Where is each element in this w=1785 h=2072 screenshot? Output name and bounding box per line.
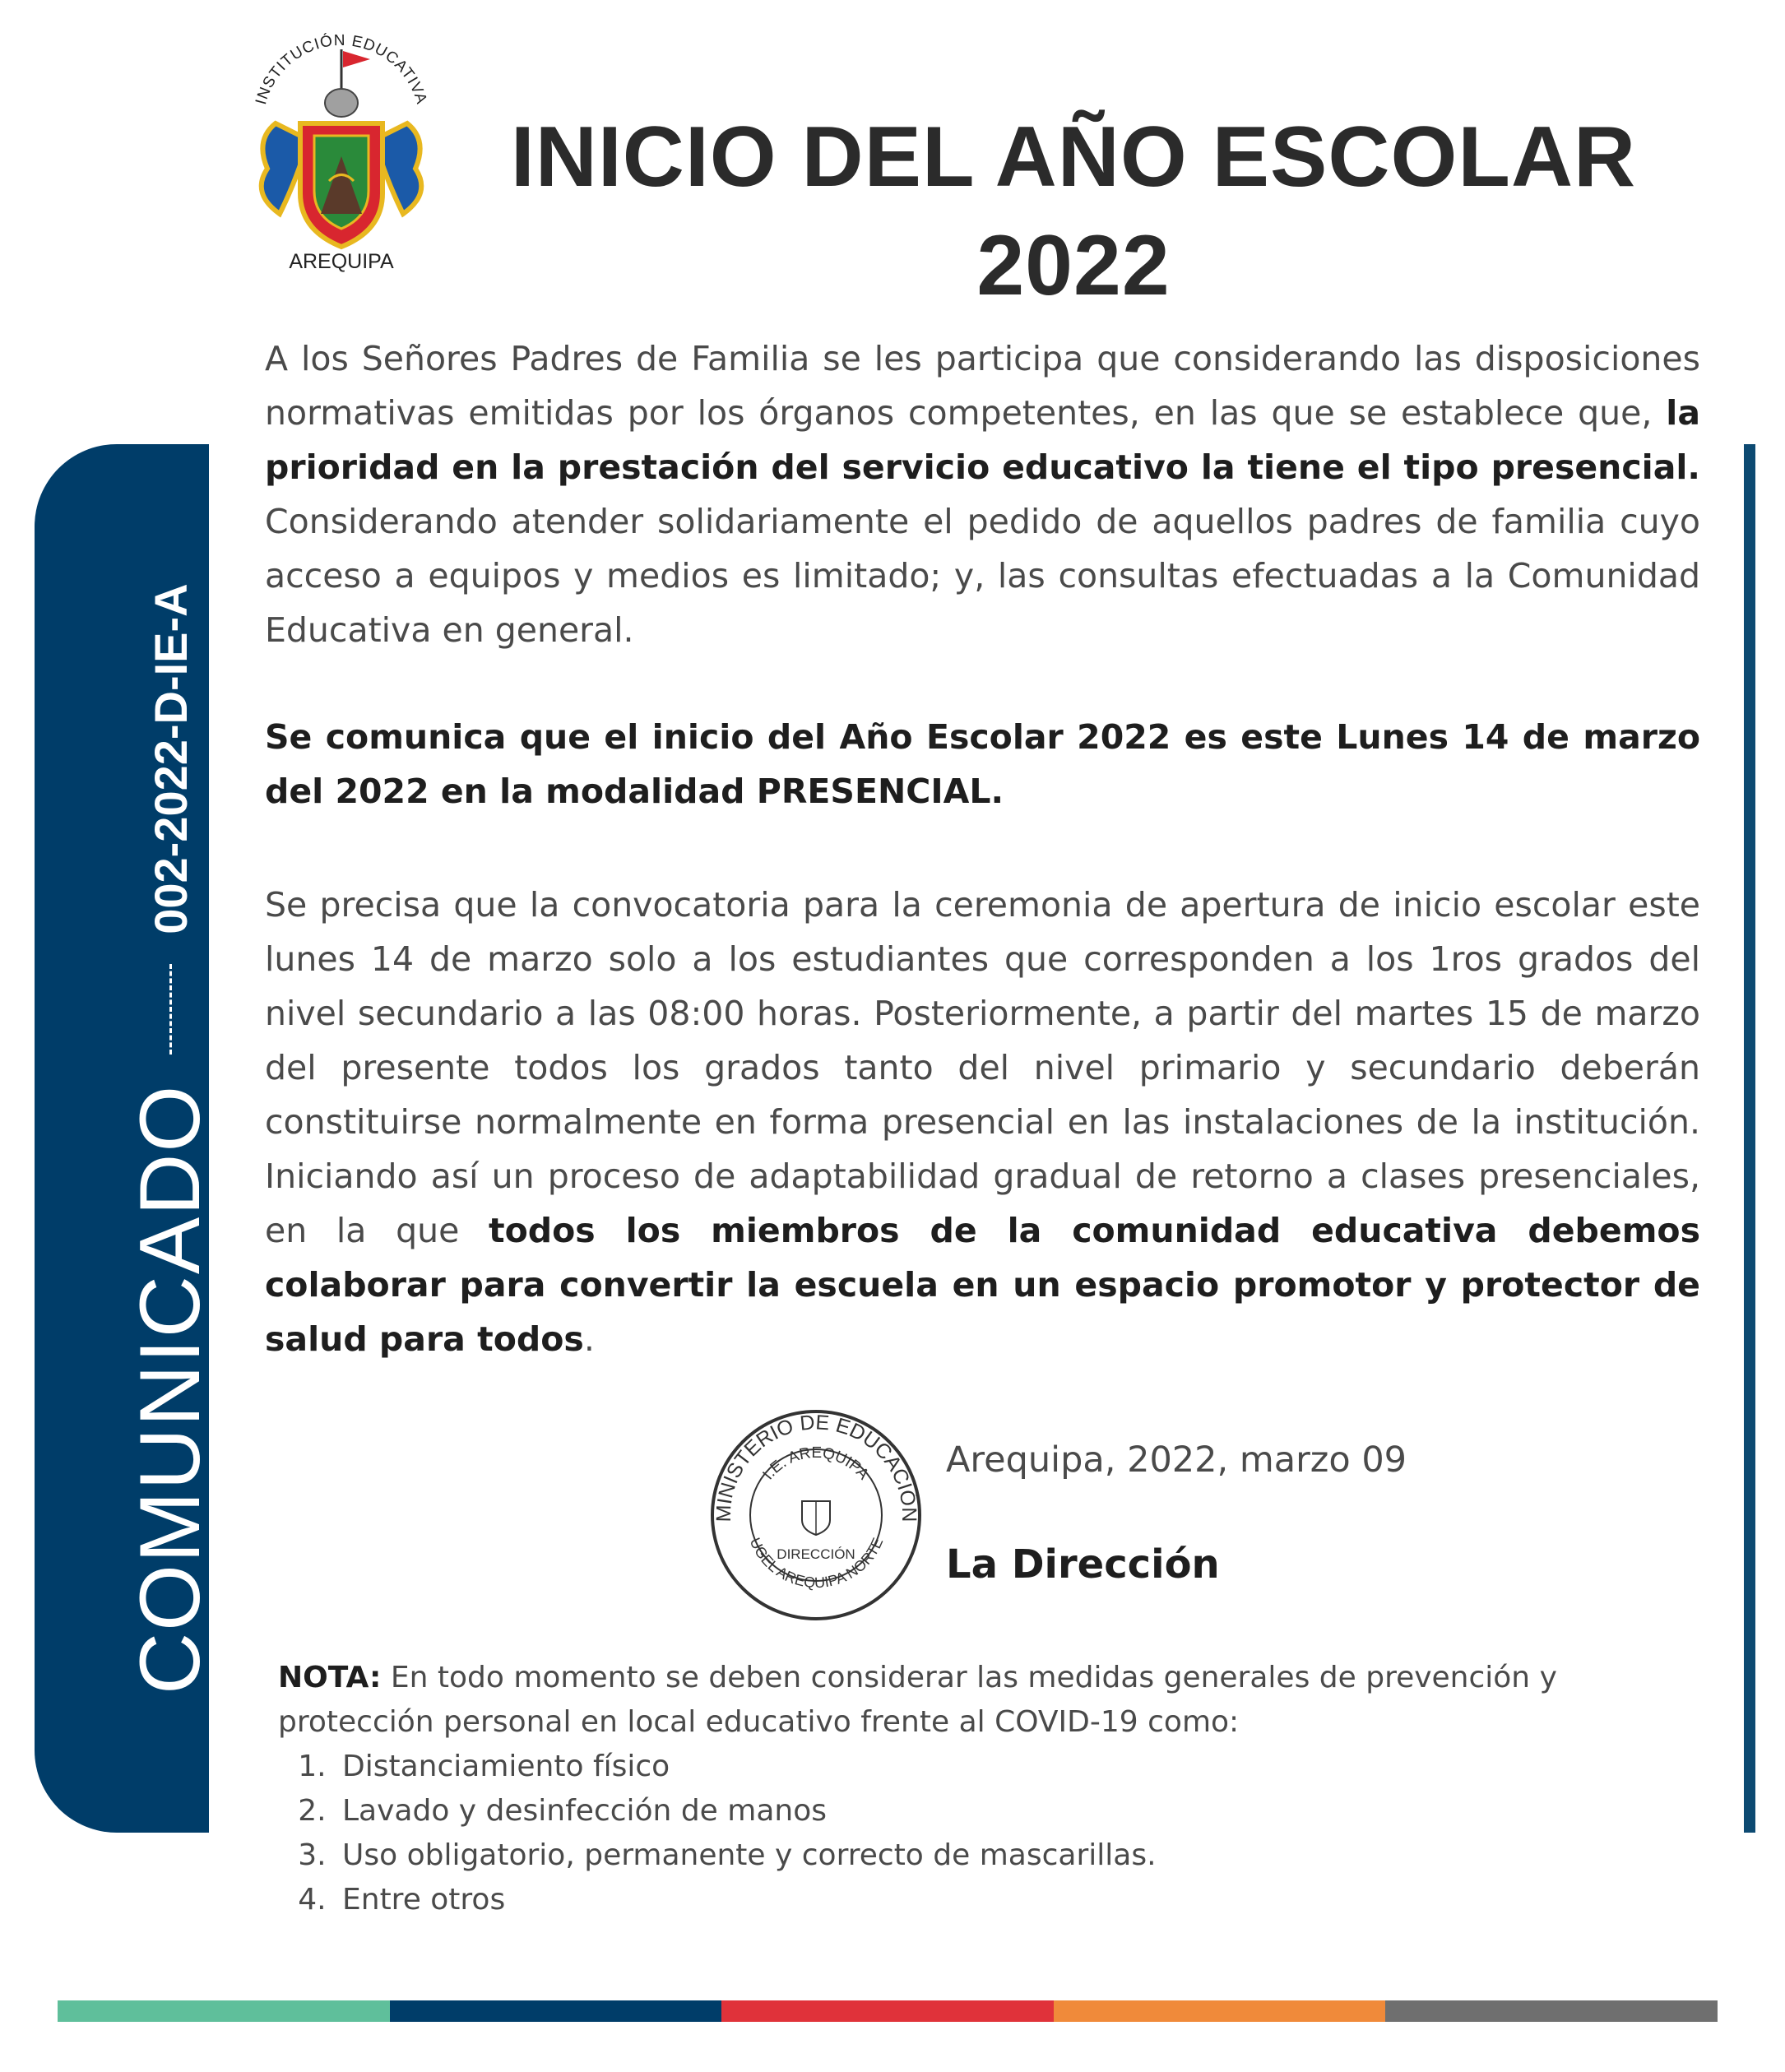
note-intro xyxy=(278,1656,1697,1745)
measures-list xyxy=(278,1745,1697,1922)
signer: La Dirección xyxy=(946,1541,1220,1588)
crest-icon xyxy=(239,16,444,280)
school-crest-logo xyxy=(239,16,444,280)
color-segment-3 xyxy=(721,2000,1054,2022)
intro-text-continued: Considerando atender solidariamente el pedido de aquellos padres de familia cuyo acceso a equipos y medios es limitado; y, las consultas efectuadas a la Comunidad Educativa en general. xyxy=(265,502,1700,650)
paragraph-details xyxy=(265,878,1700,1366)
list-item: 4. Entre otros xyxy=(336,1878,1697,1922)
seal-middle-text: DIRECCIÓN xyxy=(777,1546,855,1562)
page-title xyxy=(461,103,1686,320)
crest-bottom-text: AREQUIPA xyxy=(289,250,394,273)
document-code: 002-2022-D-IE-A xyxy=(145,583,197,934)
list-item: 2. Lavado y desinfección de manos xyxy=(336,1789,1697,1833)
note-label: NOTA: xyxy=(278,1661,382,1694)
details-end-punctuation: . xyxy=(583,1319,595,1359)
note-section xyxy=(278,1656,1697,1922)
color-segment-4 xyxy=(1054,2000,1386,2022)
title-line-2: 2022 xyxy=(976,218,1171,313)
official-seal-stamp xyxy=(707,1407,925,1625)
side-tab-label xyxy=(122,583,220,1694)
intro-text: A los Señores Padres de Familia se les participa que considerando las disposiciones normativas emitidas por los órganos competentes, en las que se establece que, xyxy=(265,339,1700,433)
seal-outer-text: MINISTERIO DE EDUCACIÓN xyxy=(712,1411,921,1523)
seal-inner-text: I.E. AREQUIPA xyxy=(759,1444,873,1484)
color-segment-1 xyxy=(58,2000,390,2022)
seal-icon xyxy=(707,1407,925,1625)
title-line-1: INICIO DEL AÑO ESCOLAR xyxy=(510,109,1637,205)
list-item: 3. Uso obligatorio, permanente y correcto de mascarillas. xyxy=(336,1833,1697,1878)
bottom-color-bar xyxy=(58,2000,1718,2022)
place-and-date: Arequipa, 2022, marzo 09 xyxy=(946,1439,1407,1481)
crest-top-text: INSTITUCIÓN EDUCATIVA xyxy=(253,31,430,107)
list-item: 1. Distanciamiento físico xyxy=(336,1745,1697,1789)
paragraph-intro xyxy=(265,331,1700,657)
svg-text:UGEL AREQUIPA NORTE xyxy=(747,1535,887,1591)
details-bold-text: todos los miembros de la comunidad educativa debemos colaborar para convertir la escuela en un espacio promotor y protector de salud para todos xyxy=(265,1211,1700,1359)
intro-bold-text: la prioridad en la prestación del servicio educativo la tiene el tipo presencial. xyxy=(265,393,1700,487)
color-segment-2 xyxy=(390,2000,722,2022)
dashed-separator xyxy=(169,964,172,1055)
paragraph-announcement xyxy=(265,710,1700,818)
color-segment-5 xyxy=(1385,2000,1718,2022)
seal-bottom-text: UGEL AREQUIPA NORTE xyxy=(746,1535,887,1592)
right-border-rule xyxy=(1744,444,1755,1833)
details-text: Se precisa que la convocatoria para la ceremonia de apertura de inicio escolar este lunes 14 de marzo solo a los estudiantes que corresponden a los 1ros grados del nivel secundario a las 08:00 horas. Posteriormente, a partir del martes 15 de marzo del presente todos los grados tanto del nivel primario y secundario deberán constituirse normalmente en forma presencial en las instalaciones de la institución. Iniciando así un proceso de adaptabilidad gradual de retorno a clases presenciales, en la que xyxy=(265,885,1700,1250)
announcement-bold-text: Se comunica que el inicio del Año Escolar 2022 es este Lunes 14 de marzo del 2022 en la modalidad PRESENCIAL. xyxy=(265,717,1700,811)
note-text: En todo momento se deben considerar las medidas generales de prevención y protección personal en local educativo frente al COVID-19 como: xyxy=(278,1661,1557,1739)
comunicado-label: COMUNICADO xyxy=(123,1083,218,1694)
svg-text:I.E. AREQUIPA xyxy=(760,1444,873,1483)
